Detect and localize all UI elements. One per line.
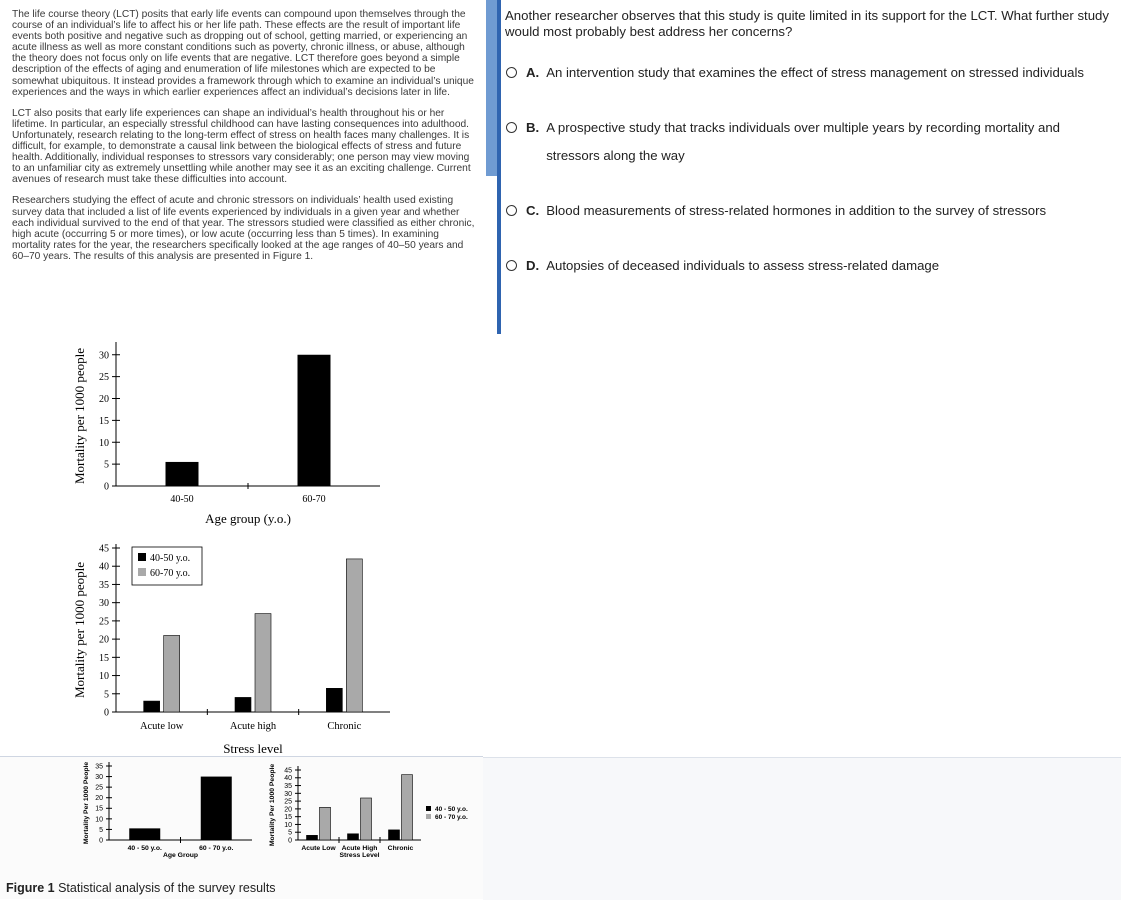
y-tick-label: 5 — [288, 829, 292, 837]
bar-series-1 — [348, 834, 359, 840]
answer-choice-c[interactable] — [506, 197, 1046, 225]
bar-series-2 — [164, 635, 180, 712]
x-tick-label: 60-70 — [302, 494, 326, 505]
choice-letter: D. — [526, 258, 540, 273]
passage-paragraph-2: LCT also posits that early life experiences can shape an individual’s health throughout his or her lifetime. In particular, an especially stressful childhood can have lasting consequences into adulthood. Unfortunately, research relating to the long-term effect of stress on health faces many challenges. It is difficult, for example, to demonstrate a causal link between the biological effects of stress and future health. Additionally, individual responses to stressors vary considerably; one person may view moving to an unfamiliar city as extremely unsettling while another may see it as an exciting challenge. Current avenues of research must take these difficulties into account. — [12, 107, 471, 186]
legend-swatch — [138, 568, 146, 576]
y-tick-label: 5 — [104, 689, 109, 701]
legend-label: 40 - 50 y.o. — [435, 806, 468, 813]
y-tick-label: 40 — [284, 775, 292, 783]
choice-letter: C. — [526, 203, 540, 218]
y-tick-label: 45 — [99, 543, 109, 555]
y-tick-label: 40 — [99, 561, 109, 573]
y-tick-label: 5 — [99, 826, 103, 834]
answer-choice-b[interactable] — [506, 114, 1086, 170]
bar-series-2 — [361, 798, 372, 840]
y-tick-label: 10 — [95, 816, 103, 824]
chart-small-mortality-by-stress — [268, 758, 483, 866]
bar-series-1 — [144, 701, 160, 712]
legend-label: 60 - 70 y.o. — [435, 814, 468, 821]
legend-label: 60-70 y.o. — [150, 568, 191, 579]
answer-choice-a[interactable] — [506, 59, 1084, 87]
y-tick-label: 10 — [284, 821, 292, 829]
y-tick-label: 15 — [99, 415, 109, 427]
legend-swatch — [426, 814, 431, 819]
bar-series-1 — [326, 688, 342, 712]
radio-icon[interactable] — [506, 122, 517, 133]
y-axis-label: Mortality Per 1000 People — [269, 763, 276, 847]
y-tick-label: 0 — [99, 837, 103, 845]
bar — [298, 355, 331, 486]
x-tick-label: 40 - 50 y.o. — [127, 845, 162, 852]
legend-swatch — [426, 806, 431, 811]
x-tick-label: Chronic — [387, 845, 414, 852]
question-strip-background — [483, 757, 1121, 900]
y-tick-label: 25 — [99, 372, 109, 384]
y-tick-label: 30 — [95, 774, 103, 782]
figure-caption — [6, 881, 276, 895]
y-tick-label: 0 — [288, 837, 292, 845]
bar — [129, 828, 160, 840]
y-tick-label: 25 — [95, 784, 103, 792]
figure-caption-text: Statistical analysis of the survey results — [54, 881, 276, 895]
bar-series-1 — [389, 830, 400, 840]
y-tick-label: 15 — [95, 805, 103, 813]
y-tick-label: 15 — [284, 814, 292, 822]
choice-text: Blood measurements of stress-related hormones in addition to the survey of stressors — [546, 203, 1047, 218]
question-stem: Another researcher observes that this study is quite limited in its support for the LCT. What further study would most probably best address her concerns? — [505, 8, 1109, 39]
y-tick-label: 15 — [99, 652, 109, 664]
x-tick-label: Acute high — [229, 721, 277, 732]
x-tick-label: 40-50 — [170, 494, 194, 505]
y-tick-label: 35 — [284, 783, 292, 791]
chart-mortality-by-age — [70, 322, 390, 532]
y-tick-label: 20 — [95, 795, 103, 803]
y-tick-label: 10 — [99, 437, 109, 449]
x-tick-label: Acute High — [341, 845, 378, 852]
bar-series-2 — [320, 807, 331, 840]
y-tick-label: 45 — [284, 767, 292, 775]
y-tick-label: 30 — [99, 598, 109, 610]
choice-text: Autopsies of deceased individuals to assess stress-related damage — [546, 258, 940, 273]
y-tick-label: 0 — [104, 481, 109, 493]
choice-letter: B. — [526, 120, 540, 135]
choice-text: An intervention study that examines the effect of stress management on stressed individuals — [546, 65, 1084, 80]
passage-paragraph-3: Researchers studying the effect of acute and chronic stressors on individuals’ health used existing survey data that included a list of life events experienced by individuals in a given year and whether each individual survived to the end of that year. The stressors studied were classified as either chronic, high acute (occurring 5 or more times), or low acute (occurring less than 5 times). In examining mortality rates for the year, the researchers specifically looked at the age ranges of 40–50 years and 60–70 years. The results of this analysis are presented in Figure 1. — [12, 195, 475, 262]
y-tick-label: 20 — [284, 806, 292, 814]
y-tick-label: 5 — [104, 459, 109, 471]
x-axis-label: Age group (y.o.) — [205, 511, 291, 526]
bar-series-2 — [255, 614, 271, 712]
x-tick-label: 60 - 70 y.o. — [199, 845, 234, 852]
legend-label: 40-50 y.o. — [150, 553, 191, 564]
bar-series-2 — [402, 775, 413, 840]
chart-mortality-by-stress — [70, 536, 400, 758]
x-axis-label: Stress Level — [339, 852, 380, 859]
y-axis-label: Mortality per 1000 people — [72, 561, 87, 699]
y-tick-label: 35 — [95, 763, 103, 771]
bar-series-2 — [346, 559, 362, 712]
y-tick-label: 25 — [284, 798, 292, 806]
radio-icon[interactable] — [506, 67, 517, 78]
y-tick-label: 20 — [99, 394, 109, 405]
y-tick-label: 0 — [104, 707, 109, 719]
answer-choice-d[interactable] — [506, 252, 939, 280]
y-tick-label: 10 — [99, 671, 109, 683]
passage-paragraph-1: The life course theory (LCT) posits that early life events can compound upon themselves through the course of an individual’s life to affect his or her life path. These effects are the result of important life events both positive and negative such as dropping out of school, getting married, or experiencing an acute illness as well as more constant conditions such as poverty, chronic illness, or abuse, although the theory does not focus only on life events that are negative. LCT therefore goes beyond a simple description of the effects of aging and enumeration of life milestones which are expected to be somewhat ubiquitous. It instead provides a framework through which to examine an individual’s unique experiences and the ways in which earlier experiences affect an individual’s decisions later in life. — [12, 9, 474, 98]
bar — [166, 462, 199, 486]
chart-small-mortality-by-age — [82, 758, 262, 866]
x-axis-label: Age Group — [162, 852, 199, 859]
figure-caption-label: Figure 1 — [6, 881, 55, 895]
y-tick-label: 30 — [284, 790, 292, 798]
scroll-indicator[interactable] — [497, 0, 501, 334]
y-tick-label: 35 — [99, 579, 109, 591]
choice-letter: A. — [526, 65, 540, 80]
x-tick-label: Acute low — [139, 721, 184, 732]
x-tick-label: Acute Low — [301, 845, 336, 852]
passage-text — [12, 9, 480, 272]
bar — [201, 777, 232, 840]
y-tick-label: 25 — [99, 616, 109, 628]
bar-series-1 — [307, 835, 318, 840]
y-tick-label: 20 — [99, 634, 109, 646]
radio-icon[interactable] — [506, 260, 517, 271]
legend-swatch — [138, 553, 146, 561]
x-axis-label: Stress level — [223, 741, 283, 756]
choice-text: A prospective study that tracks individuals over multiple years by recording mortality and stressors along the way — [546, 120, 1061, 163]
bar-series-1 — [235, 697, 251, 712]
y-tick-label: 30 — [99, 350, 109, 362]
radio-icon[interactable] — [506, 205, 517, 216]
y-axis-label: Mortality per 1000 people — [72, 347, 87, 485]
x-tick-label: Chronic — [327, 721, 362, 732]
y-axis-label: Mortality Per 1000 People — [83, 761, 90, 845]
